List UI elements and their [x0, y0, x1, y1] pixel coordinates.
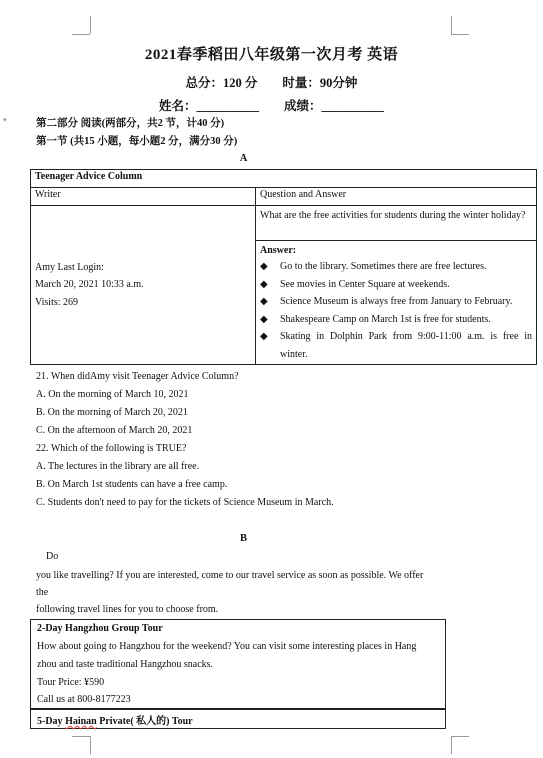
table-title: Teenager Advice Column [31, 170, 537, 188]
answer-label: Answer: [260, 245, 297, 256]
col-header-writer: Writer [31, 188, 256, 206]
passage-b-do: Do [46, 551, 59, 562]
hainan-title-part1: 5-Day [37, 716, 66, 727]
crop-mark-tr-v [451, 16, 452, 34]
writer-date: March 20, 2021 10:33 a.m. [35, 279, 144, 291]
hangzhou-tour-desc1: How about going to Hangzhou for the weekend? You can visit some interesting places in Hang [37, 641, 417, 652]
answer-text: Shakespeare Camp on March 1st is free for students. [280, 313, 491, 325]
crop-mark-tr-h [451, 34, 469, 35]
question-22: 22. Which of the following is TRUE? [36, 443, 187, 454]
crop-mark-br-h [451, 736, 469, 737]
answer-item [260, 276, 532, 294]
hainan-tour-box [30, 708, 446, 729]
diamond-bullet-icon: ◆ [260, 278, 268, 290]
hangzhou-tour-box [30, 619, 446, 710]
hainan-title-part2: Hainan [65, 716, 97, 727]
option-22b: B. On March 1st students can have a free camp. [36, 479, 228, 490]
option-21c: C. On the afternoon of March 20, 2021 [36, 425, 193, 436]
hainan-tour-title [37, 712, 193, 727]
crop-mark-br-v [451, 736, 452, 754]
exam-title: 2021春季稻田八年级第一次月考 英语 [144, 47, 399, 63]
passage-b-label: B [239, 533, 247, 544]
node-title: 第一节 (共15 小题，每小题2 分，满分30 分) [36, 136, 238, 147]
answer-text: Go to the library. Sometimes there are free lectures. [280, 261, 487, 272]
writer-visits: Visits: 269 [35, 296, 79, 308]
question-21: 21. When didAmy visit Teenager Advice Column? [36, 371, 239, 382]
passage-b-line1: you like travelling? If you are interested, come to our travel service as soon as possible. We offer [36, 570, 424, 581]
score-time-line: 总分：120 分 时量：90分钟 [185, 76, 358, 90]
advice-column-table [30, 169, 537, 365]
option-21b: B. On the morning of March 20, 2021 [36, 407, 188, 418]
option-22c: C. Students don't need to pay for the tickets of Science Museum in March. [36, 497, 334, 508]
margin-marker-icon: ▾ [3, 116, 7, 124]
answer-cell [256, 241, 537, 365]
question-cell: What are the free activities for students during the winter holiday? [256, 206, 537, 241]
crop-mark-tl-h [72, 34, 90, 35]
name-score-line: 姓名：__________ 成绩：__________ [158, 99, 384, 113]
hangzhou-tour-phone: Call us at 800-8177223 [37, 694, 131, 705]
answer-item [260, 311, 532, 329]
option-22a: A. The lectures in the library are all free. [36, 461, 200, 472]
diamond-bullet-icon: ◆ [260, 261, 268, 272]
crop-mark-bl-h [72, 736, 90, 737]
answer-text: Skating in Dolphin Park from 9:00-11:00 a.m. is free in winter. [280, 331, 532, 360]
col-header-qa: Question and Answer [256, 188, 537, 206]
writer-cell [31, 206, 256, 365]
answer-item [260, 328, 532, 363]
crop-mark-bl-v [90, 736, 91, 754]
answer-item [260, 293, 532, 311]
writer-login: Amy Last Login: [35, 261, 104, 273]
hangzhou-tour-title: 2-Day Hangzhou Group Tour [37, 623, 163, 634]
option-21a: A. On the morning of March 10, 2021 [36, 389, 189, 400]
diamond-bullet-icon: ◆ [260, 331, 268, 342]
hainan-title-part3: Private( 私人的) Tour [96, 716, 193, 727]
answer-text: See movies in Center Square at weekends. [280, 278, 450, 290]
diamond-bullet-icon: ◆ [260, 296, 268, 307]
diamond-bullet-icon: ◆ [260, 313, 268, 325]
part-title: 第二部分 阅读(两部分，共2 节，计40 分) [36, 118, 225, 129]
answer-text: Science Museum is always free from January to February. [280, 296, 513, 307]
passage-b-line1b: the [36, 587, 49, 598]
answer-item [260, 258, 532, 276]
passage-b-line2: following travel lines for you to choose from. [36, 604, 219, 615]
hangzhou-tour-price: Tour Price: ¥590 [37, 677, 105, 688]
hangzhou-tour-desc2: zhou and taste traditional Hangzhou snacks. [37, 659, 214, 670]
crop-mark-tl-v [90, 16, 91, 34]
passage-a-label: A [239, 153, 248, 164]
